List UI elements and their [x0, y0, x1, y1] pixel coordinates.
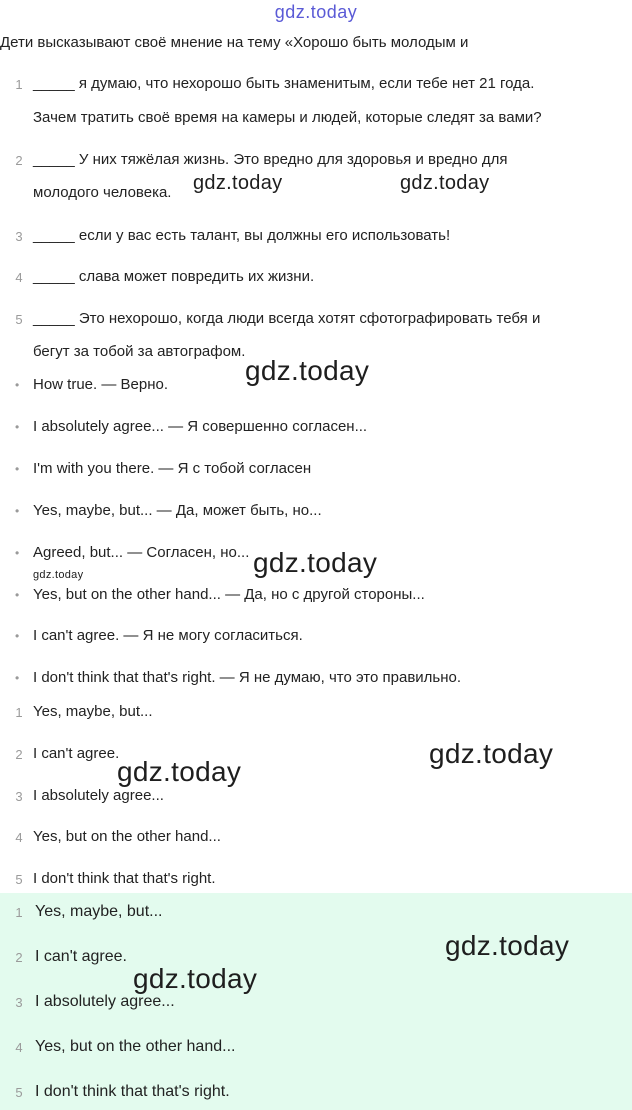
answer-number: 2	[15, 950, 23, 965]
statement-number: 1	[15, 77, 23, 92]
watermark: gdz.today	[253, 547, 378, 578]
watermark: gdz.today	[193, 172, 283, 194]
bullet-icon: •	[15, 378, 20, 392]
watermark: gdz.today	[245, 355, 370, 386]
answer-text: Yes, maybe, but...	[35, 903, 163, 920]
answer-text: I absolutely agree...	[35, 993, 175, 1010]
phrase-text: I absolutely agree... — Я совершенно согласен...	[33, 418, 368, 435]
answer-text: Yes, but on the other hand...	[35, 1038, 236, 1055]
watermark: gdz.today	[117, 756, 242, 787]
statement-number: 5	[15, 312, 23, 327]
bullet-icon: •	[15, 504, 20, 518]
answer-text: I don't think that that's right.	[35, 1083, 230, 1100]
phrase-text: I can't agree. — Я не могу согласиться.	[33, 627, 303, 644]
answer-number: 1	[15, 705, 23, 720]
bullet-icon: •	[15, 420, 20, 434]
statement-text: _____ Это нехорошо, когда люди всегда хотят сфотографировать тебя и	[33, 310, 541, 327]
watermark: gdz.today	[33, 569, 84, 581]
statement-text: _____ слава может повредить их жизни.	[33, 268, 315, 285]
phrase-text: Yes, but on the other hand... — Да, но с другой стороны...	[33, 586, 425, 603]
statement-5-continued: бегут за тобой за автографом.	[33, 343, 246, 360]
statement-1-continued: Зачем тратить своё время на камеры и людей, которые следят за вами?	[33, 109, 542, 126]
answer-text: I can't agree.	[33, 745, 120, 762]
bullet-icon: •	[15, 546, 20, 560]
exercise-intro: Дети высказывают своё мнение на тему «Хорошо быть молодым и	[0, 34, 469, 51]
answer-text: I absolutely agree...	[33, 787, 164, 804]
statement-number: 2	[15, 153, 23, 168]
statement-number: 3	[15, 229, 23, 244]
watermark: gdz.today	[133, 963, 258, 994]
watermark: gdz.today	[429, 738, 554, 769]
answer-number: 3	[15, 995, 23, 1010]
answer-number: 5	[15, 1085, 23, 1100]
answer-number: 5	[15, 872, 23, 887]
statement-text: _____ если у вас есть талант, вы должны его использовать!	[33, 227, 451, 244]
site-logo[interactable]: gdz.today	[274, 2, 358, 22]
statement-text: _____ я думаю, что нехорошо быть знаменитым, если тебе нет 21 года.	[33, 75, 535, 92]
bullet-icon: •	[15, 671, 20, 685]
answer-number: 2	[15, 747, 23, 762]
answers-highlight-panel	[0, 893, 632, 1110]
watermark: gdz.today	[400, 172, 490, 194]
bullet-icon: •	[15, 629, 20, 643]
bullet-icon: •	[15, 588, 20, 602]
phrase-text: I'm with you there. — Я с тобой согласен	[33, 460, 312, 477]
answer-number: 4	[15, 830, 23, 845]
answer-number: 3	[15, 789, 23, 804]
phrase-text: Yes, maybe, but... — Да, может быть, но...	[33, 502, 322, 519]
phrase-text: I don't think that that's right. — Я не думаю, что это правильно.	[33, 669, 462, 686]
answer-text: Yes, maybe, but...	[33, 703, 153, 720]
watermark: gdz.today	[445, 930, 570, 961]
statement-text: _____ У них тяжёлая жизнь. Это вредно для здоровья и вредно для	[33, 151, 508, 168]
answer-number: 4	[15, 1040, 23, 1055]
bullet-icon: •	[15, 462, 20, 476]
statement-2-continued: молодого человека.	[33, 184, 172, 201]
answer-text: I can't agree.	[35, 948, 127, 965]
statement-number: 4	[15, 270, 23, 285]
answer-text: Yes, but on the other hand...	[33, 828, 221, 845]
answer-number: 1	[15, 905, 23, 920]
phrase-text: Agreed, but... — Согласен, но...	[33, 544, 250, 561]
phrase-text: How true. — Верно.	[33, 376, 169, 393]
answer-text: I don't think that that's right.	[33, 870, 216, 887]
